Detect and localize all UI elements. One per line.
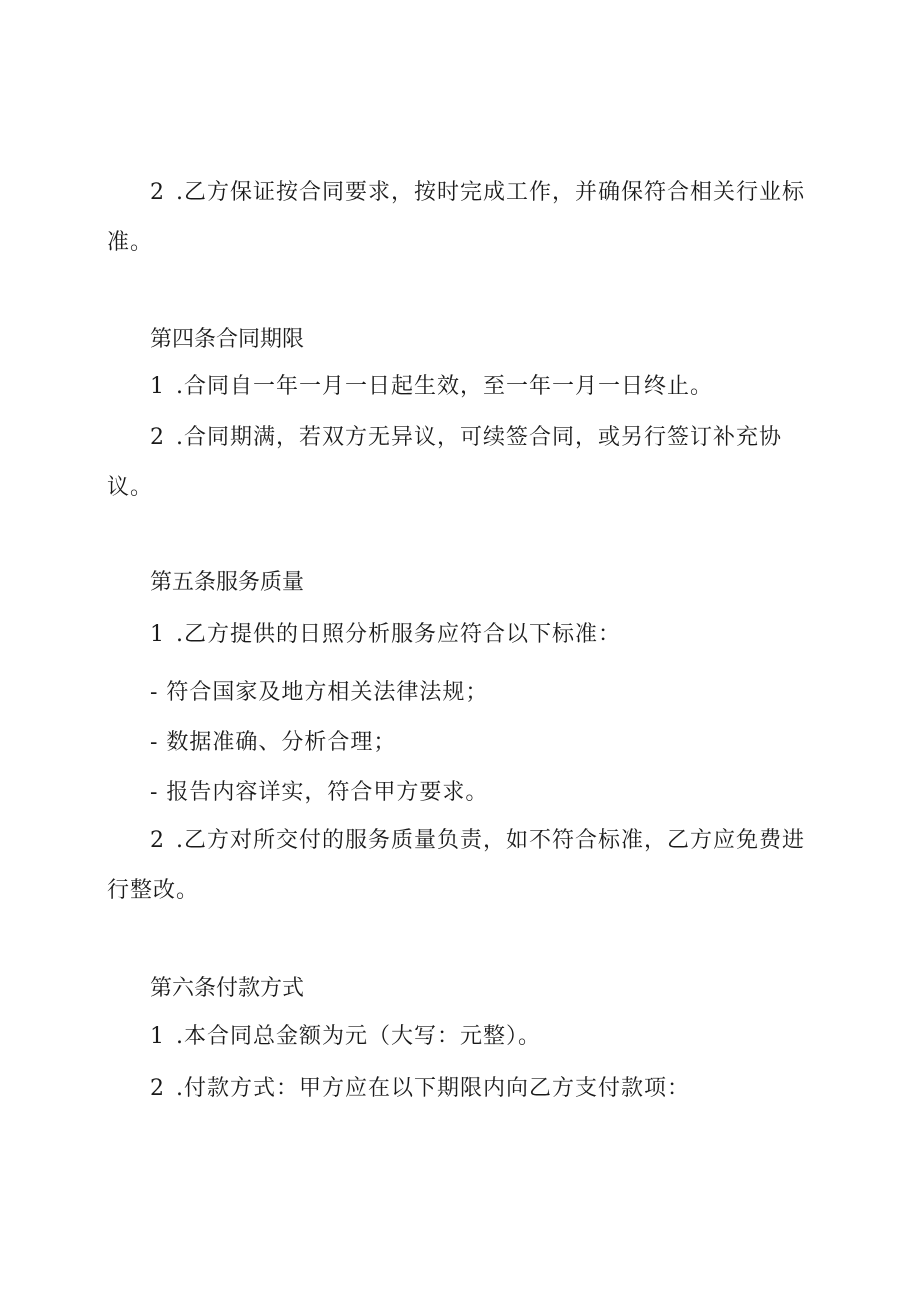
clause-text: .合同自一年一月一日起生效，至一年一月一日终止。 (176, 374, 713, 399)
clause-number: 2 (150, 828, 165, 853)
clause-item (150, 620, 621, 650)
clause-continuation: 行整改。 (107, 878, 200, 903)
bullet-item: - 报告内容详实，符合甲方要求。 (150, 780, 489, 805)
clause-number: 2 (150, 1076, 165, 1101)
clause-item (150, 826, 805, 856)
clause-text: .本合同总金额为元（大写：元整）。 (176, 1024, 541, 1049)
clause-text: .乙方对所交付的服务质量负责，如不符合标准，乙方应免费进 (176, 828, 805, 853)
clause-number: 2 (150, 425, 165, 450)
section-heading-6: 第六条付款方式 (150, 976, 305, 1001)
clause-continuation: 议。 (107, 475, 154, 500)
clause-continuation: 准。 (107, 230, 154, 255)
clause-text: .乙方保证按合同要求，按时完成工作，并确保符合相关行业标 (176, 180, 805, 205)
clause-number: 1 (150, 374, 165, 399)
clause-text: .合同期满，若双方无异议，可续签合同，或另行签订补充协 (176, 425, 782, 450)
section-heading-5: 第五条服务质量 (150, 570, 305, 595)
clause-item (150, 1074, 690, 1104)
clause-item (150, 423, 782, 453)
clause-number: 1 (150, 622, 165, 647)
clause-text: .乙方提供的日照分析服务应符合以下标准： (176, 622, 621, 647)
bullet-item: - 数据准确、分析合理； (150, 730, 397, 755)
clause-item (150, 1022, 541, 1052)
clause-item (150, 372, 713, 402)
clause-number: 1 (150, 1024, 165, 1049)
clause-item (150, 178, 805, 208)
clause-text: .付款方式：甲方应在以下期限内向乙方支付款项： (176, 1076, 690, 1101)
bullet-item: - 符合国家及地方相关法律法规； (150, 680, 489, 705)
clause-number: 2 (150, 180, 165, 205)
section-heading-4: 第四条合同期限 (150, 327, 305, 352)
